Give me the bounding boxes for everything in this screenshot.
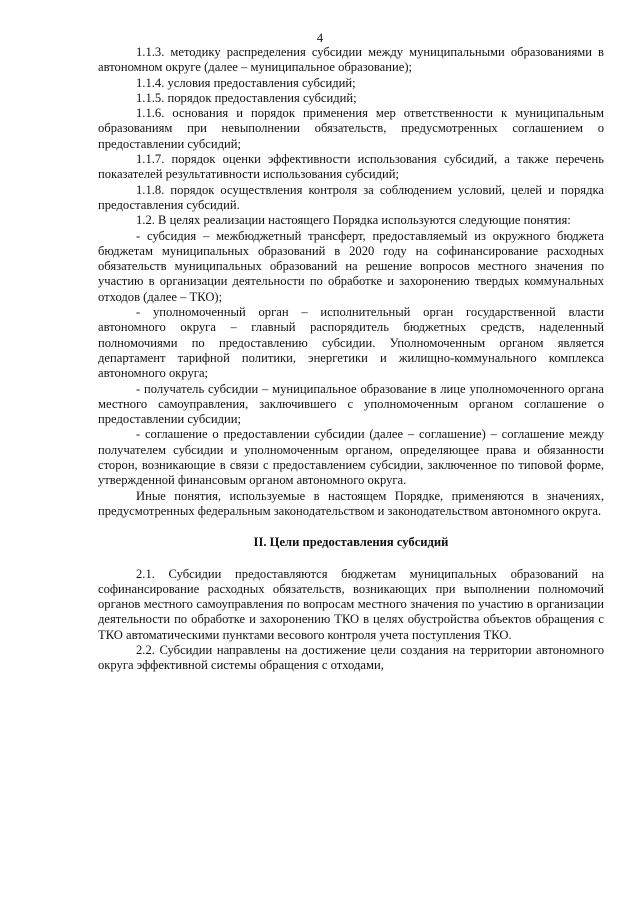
paragraph-1-1-6: 1.1.6. основания и порядок применения мер ответственности к муниципальным образованиям при невыполнении обязательств, предусмотренных соглашением о предоставлении субсидий; [98, 106, 604, 151]
document-body [98, 45, 604, 674]
paragraph-other-terms: Иные понятия, используемые в настоящем Порядке, применяются в значениях, предусмотренных федеральным законодательством и законодательством автономного округа. [98, 488, 604, 518]
paragraph-1-1-4: 1.1.4. условия предоставления субсидий; [136, 75, 356, 90]
paragraph-2-1: 2.1. Субсидии предоставляются бюджетам муниципальных образований на софинансирование расходных обязательств, возникающих при выполнении полномочий органов местного самоуправления по вопросам местного значения по участию в организации деятельности по обработке и захоронению ТКО в целях обустройства объектов обращения с ТКО автоматическими пунктами весового контроля учета поступления ТКО. [98, 566, 604, 642]
definition-authorized-body: - уполномоченный орган – исполнительный орган государственной власти автономного округа – главный распорядитель бюджетных средств, наделенный полномочиями по предоставлению субсидии. Уполномоченным органом является департамент тарифной политики, энергетики и жилищно-коммунального комплекса автономного округа; [98, 305, 604, 381]
paragraph-1-1-8: 1.1.8. порядок осуществления контроля за соблюдением условий, целей и порядка предоставления субсидий. [98, 182, 604, 212]
paragraph-2-2: 2.2. Субсидии направлены на достижение цели создания на территории автономного округа эффективной системы обращения с отходами, [98, 642, 604, 673]
paragraph-1-1-7: 1.1.7. порядок оценки эффективности использования субсидий, а также перечень показателей результативности использования субсидий; [98, 152, 604, 182]
page-number: 4 [316, 31, 324, 45]
paragraph-1-1-3: 1.1.3. методику распределения субсидии между муниципальными образованиями в автономном округе (далее – муниципальное образование); [98, 45, 604, 75]
paragraph-1-1-5: 1.1.5. порядок предоставления субсидий; [136, 90, 357, 105]
definition-subsidy: - субсидия – межбюджетный трансферт, предоставляемый из окружного бюджета бюджетам муниципальных образований в 2020 году на софинансирование расходных обязательств муниципальных образований на решение вопросов местного значения по участию в организации деятельности по обработке и захоронению твердых коммунальных отходов (далее – ТКО); [98, 228, 604, 304]
definition-recipient: - получатель субсидии – муниципальное образование в лице уполномоченного органа местного самоуправления, заключившего с уполномоченным органом соглашение о предоставлении субсидии; [98, 381, 604, 427]
section-heading: II. Цели предоставления субсидий [253, 535, 449, 550]
paragraph-1-2: 1.2. В целях реализации настоящего Порядка используются следующие понятия: [136, 213, 571, 228]
definition-agreement: - соглашение о предоставлении субсидии (далее – соглашение) – соглашение между получателем субсидии и уполномоченным органом, определяющее права и обязанности сторон, возникающие в связи с предоставлением субсидии, заключенное по типовой форме, утвержденной финансовым органом автономного округа. [98, 427, 604, 488]
